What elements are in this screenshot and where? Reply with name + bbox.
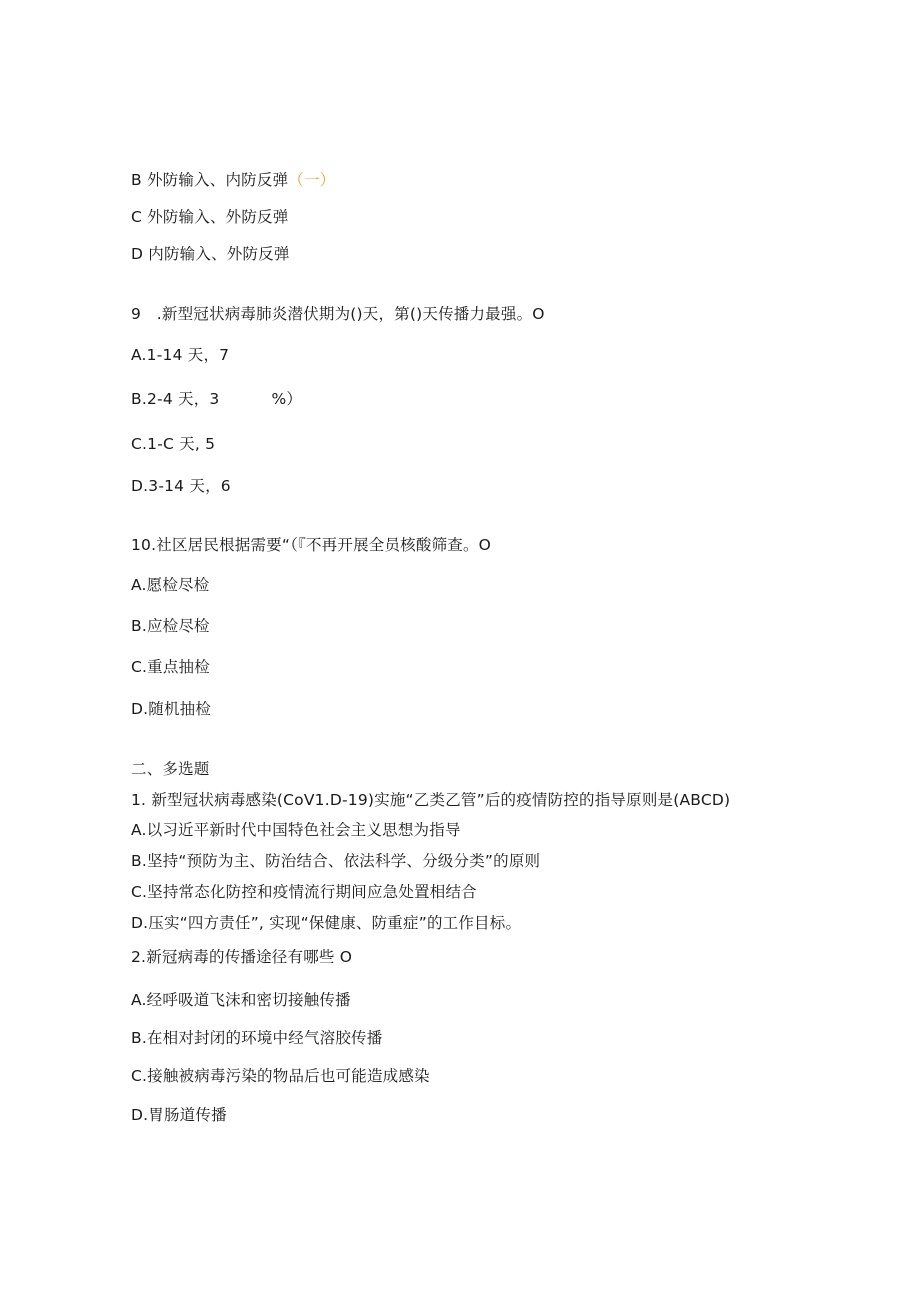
option-m1c: C.坚持常态化防控和疫情流行期间应急处置相结合 — [131, 883, 477, 901]
option-9c: C.1-C 天, 5 — [131, 435, 216, 453]
question-10: 10.社区居民根据需要“（『不再开展全员核酸筛查。O — [131, 536, 492, 554]
option-10c: C.重点抽检 — [131, 658, 210, 676]
option-m1a: A.以习近平新时代中国特色社会主义思想为指导 — [131, 821, 461, 839]
option-m2d: D.胃肠道传播 — [131, 1106, 227, 1124]
option-8b-text: B 外防输入、内防反弹 — [131, 171, 289, 189]
section-heading: 二、多选题 — [131, 760, 210, 778]
option-9b — [131, 389, 302, 409]
option-m1d: D.压实“四方责任”, 实现“保健康、防重症”的工作目标。 — [131, 914, 522, 932]
option-8b-mark: （一） — [288, 171, 336, 189]
option-8c: C 外防输入、外防反弹 — [131, 208, 289, 226]
option-8d: D 内防输入、外防反弹 — [131, 245, 290, 263]
question-9: 9 .新型冠状病毒肺炎潜伏期为()天，第()天传播力最强。O — [131, 305, 545, 323]
question-m1: 1. 新型冠状病毒感染(CoV1.D-19)实施“乙类乙管”后的疫情防控的指导原则是(ABCD) — [131, 791, 731, 809]
option-9b-text: B.2-4 天，3 — [131, 390, 220, 408]
option-m1b: B.坚持“预防为主、防治结合、依法科学、分级分类”的原则 — [131, 852, 541, 870]
option-10d: D.随机抽检 — [131, 700, 212, 718]
option-10a: A.愿检尽检 — [131, 576, 210, 594]
question-m2: 2.新冠病毒的传播途径有哪些 O — [131, 948, 353, 966]
option-9a: A.1-14 天，7 — [131, 346, 230, 364]
option-10b: B.应检尽检 — [131, 617, 210, 635]
option-m2a: A.经呼吸道飞沫和密切接触传播 — [131, 991, 351, 1009]
option-8b — [131, 170, 335, 190]
option-9d: D.3-14 天，6 — [131, 477, 231, 495]
option-9b-mark: %） — [271, 390, 303, 408]
option-m2b: B.在相对封闭的环境中经气溶胶传播 — [131, 1029, 383, 1047]
option-m2c: C.接触被病毒污染的物品后也可能造成感染 — [131, 1067, 430, 1085]
